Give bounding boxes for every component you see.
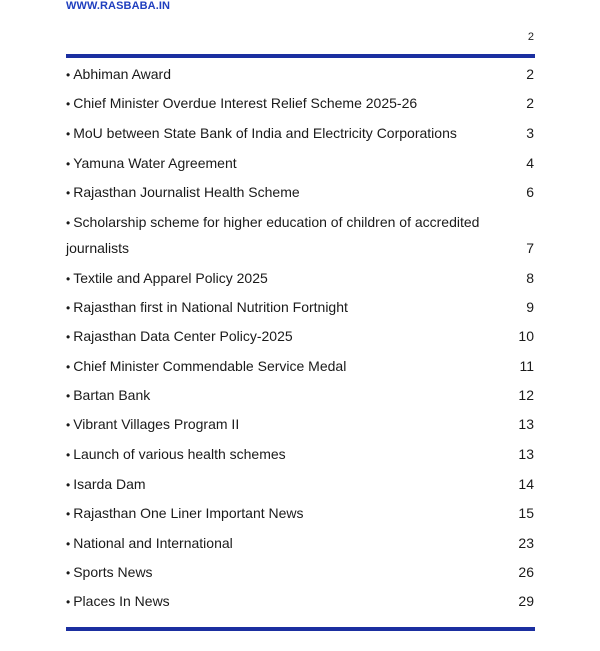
toc-entry-page: 13 xyxy=(518,416,534,432)
toc-entry-page: 6 xyxy=(526,184,534,200)
toc-entry-label: • National and International xyxy=(66,535,233,551)
toc-entry-page: 12 xyxy=(518,387,534,403)
bullet-icon: • xyxy=(66,186,71,200)
toc-entry-label: • Isarda Dam xyxy=(66,476,146,492)
toc-entry-page: 14 xyxy=(518,476,534,492)
toc-entry-label: • MoU between State Bank of India and Electricity Corporations xyxy=(66,125,457,141)
toc-entry-label: • Abhiman Award xyxy=(66,66,172,82)
toc-entry-page: 8 xyxy=(526,270,534,286)
toc-entry-label: • Launch of various health schemes xyxy=(66,446,286,462)
bullet-icon: • xyxy=(66,478,71,492)
toc-entry-page: 2 xyxy=(526,95,534,111)
toc-entry-label: • Places In News xyxy=(66,593,170,609)
bullet-icon: • xyxy=(66,389,71,403)
bullet-icon: • xyxy=(66,68,71,82)
toc-entry-label: • Rajasthan Journalist Health Scheme xyxy=(66,184,300,200)
toc-entry-page: 26 xyxy=(518,564,534,580)
toc-entry-label-continued: journalists xyxy=(66,240,130,256)
top-divider xyxy=(66,54,535,58)
toc-entry-label: • Rajasthan One Liner Important News xyxy=(66,505,304,521)
toc-entry-page: 11 xyxy=(519,358,534,374)
bullet-icon: • xyxy=(66,301,71,315)
toc-entry-label: • Chief Minister Overdue Interest Relief Scheme 2025-26 xyxy=(66,95,418,111)
toc-entry-page: 9 xyxy=(526,299,534,315)
toc-entry-page: 4 xyxy=(526,155,534,171)
toc-entry-page: 2 xyxy=(526,66,534,82)
toc-entry-label: • Sports News xyxy=(66,564,153,580)
toc-entry-label: • Yamuna Water Agreement xyxy=(66,155,237,171)
bullet-icon: • xyxy=(66,272,71,286)
bullet-icon: • xyxy=(66,97,71,111)
bullet-icon: • xyxy=(66,360,71,374)
toc-entry-page: 7 xyxy=(526,240,534,256)
toc-entry-page: 23 xyxy=(518,535,534,551)
bullet-icon: • xyxy=(66,330,71,344)
toc-entry-page: 13 xyxy=(518,446,534,462)
toc-entry-label: • Chief Minister Commendable Service Medal xyxy=(66,358,347,374)
toc-entry-label: • Textile and Apparel Policy 2025 xyxy=(66,270,268,286)
toc-entry-page: 3 xyxy=(526,125,534,141)
toc-entry-label: • Rajasthan Data Center Policy-2025 xyxy=(66,328,293,344)
bullet-icon: • xyxy=(66,595,71,609)
bullet-icon: • xyxy=(66,448,71,462)
toc-entry-label: • Rajasthan first in National Nutrition Fortnight xyxy=(66,299,348,315)
bullet-icon: • xyxy=(66,216,71,230)
toc-entry-page: 29 xyxy=(518,593,534,609)
toc-entry-label: • Vibrant Villages Program II xyxy=(66,416,240,432)
bullet-icon: • xyxy=(66,537,71,551)
bullet-icon: • xyxy=(66,507,71,521)
toc-entry-page: 10 xyxy=(518,328,534,344)
bullet-icon: • xyxy=(66,418,71,432)
bottom-divider xyxy=(66,627,535,631)
page-number: 2 xyxy=(527,31,534,43)
bullet-icon: • xyxy=(66,127,71,141)
toc-entry-label: • Scholarship scheme for higher education of children of accredited xyxy=(66,214,480,230)
toc-entry-page: 15 xyxy=(518,505,534,521)
site-url-link[interactable]: WWW.RASBABA.IN xyxy=(66,0,171,12)
bullet-icon: • xyxy=(66,566,71,580)
bullet-icon: • xyxy=(66,157,71,171)
toc-entry-label: • Bartan Bank xyxy=(66,387,151,403)
